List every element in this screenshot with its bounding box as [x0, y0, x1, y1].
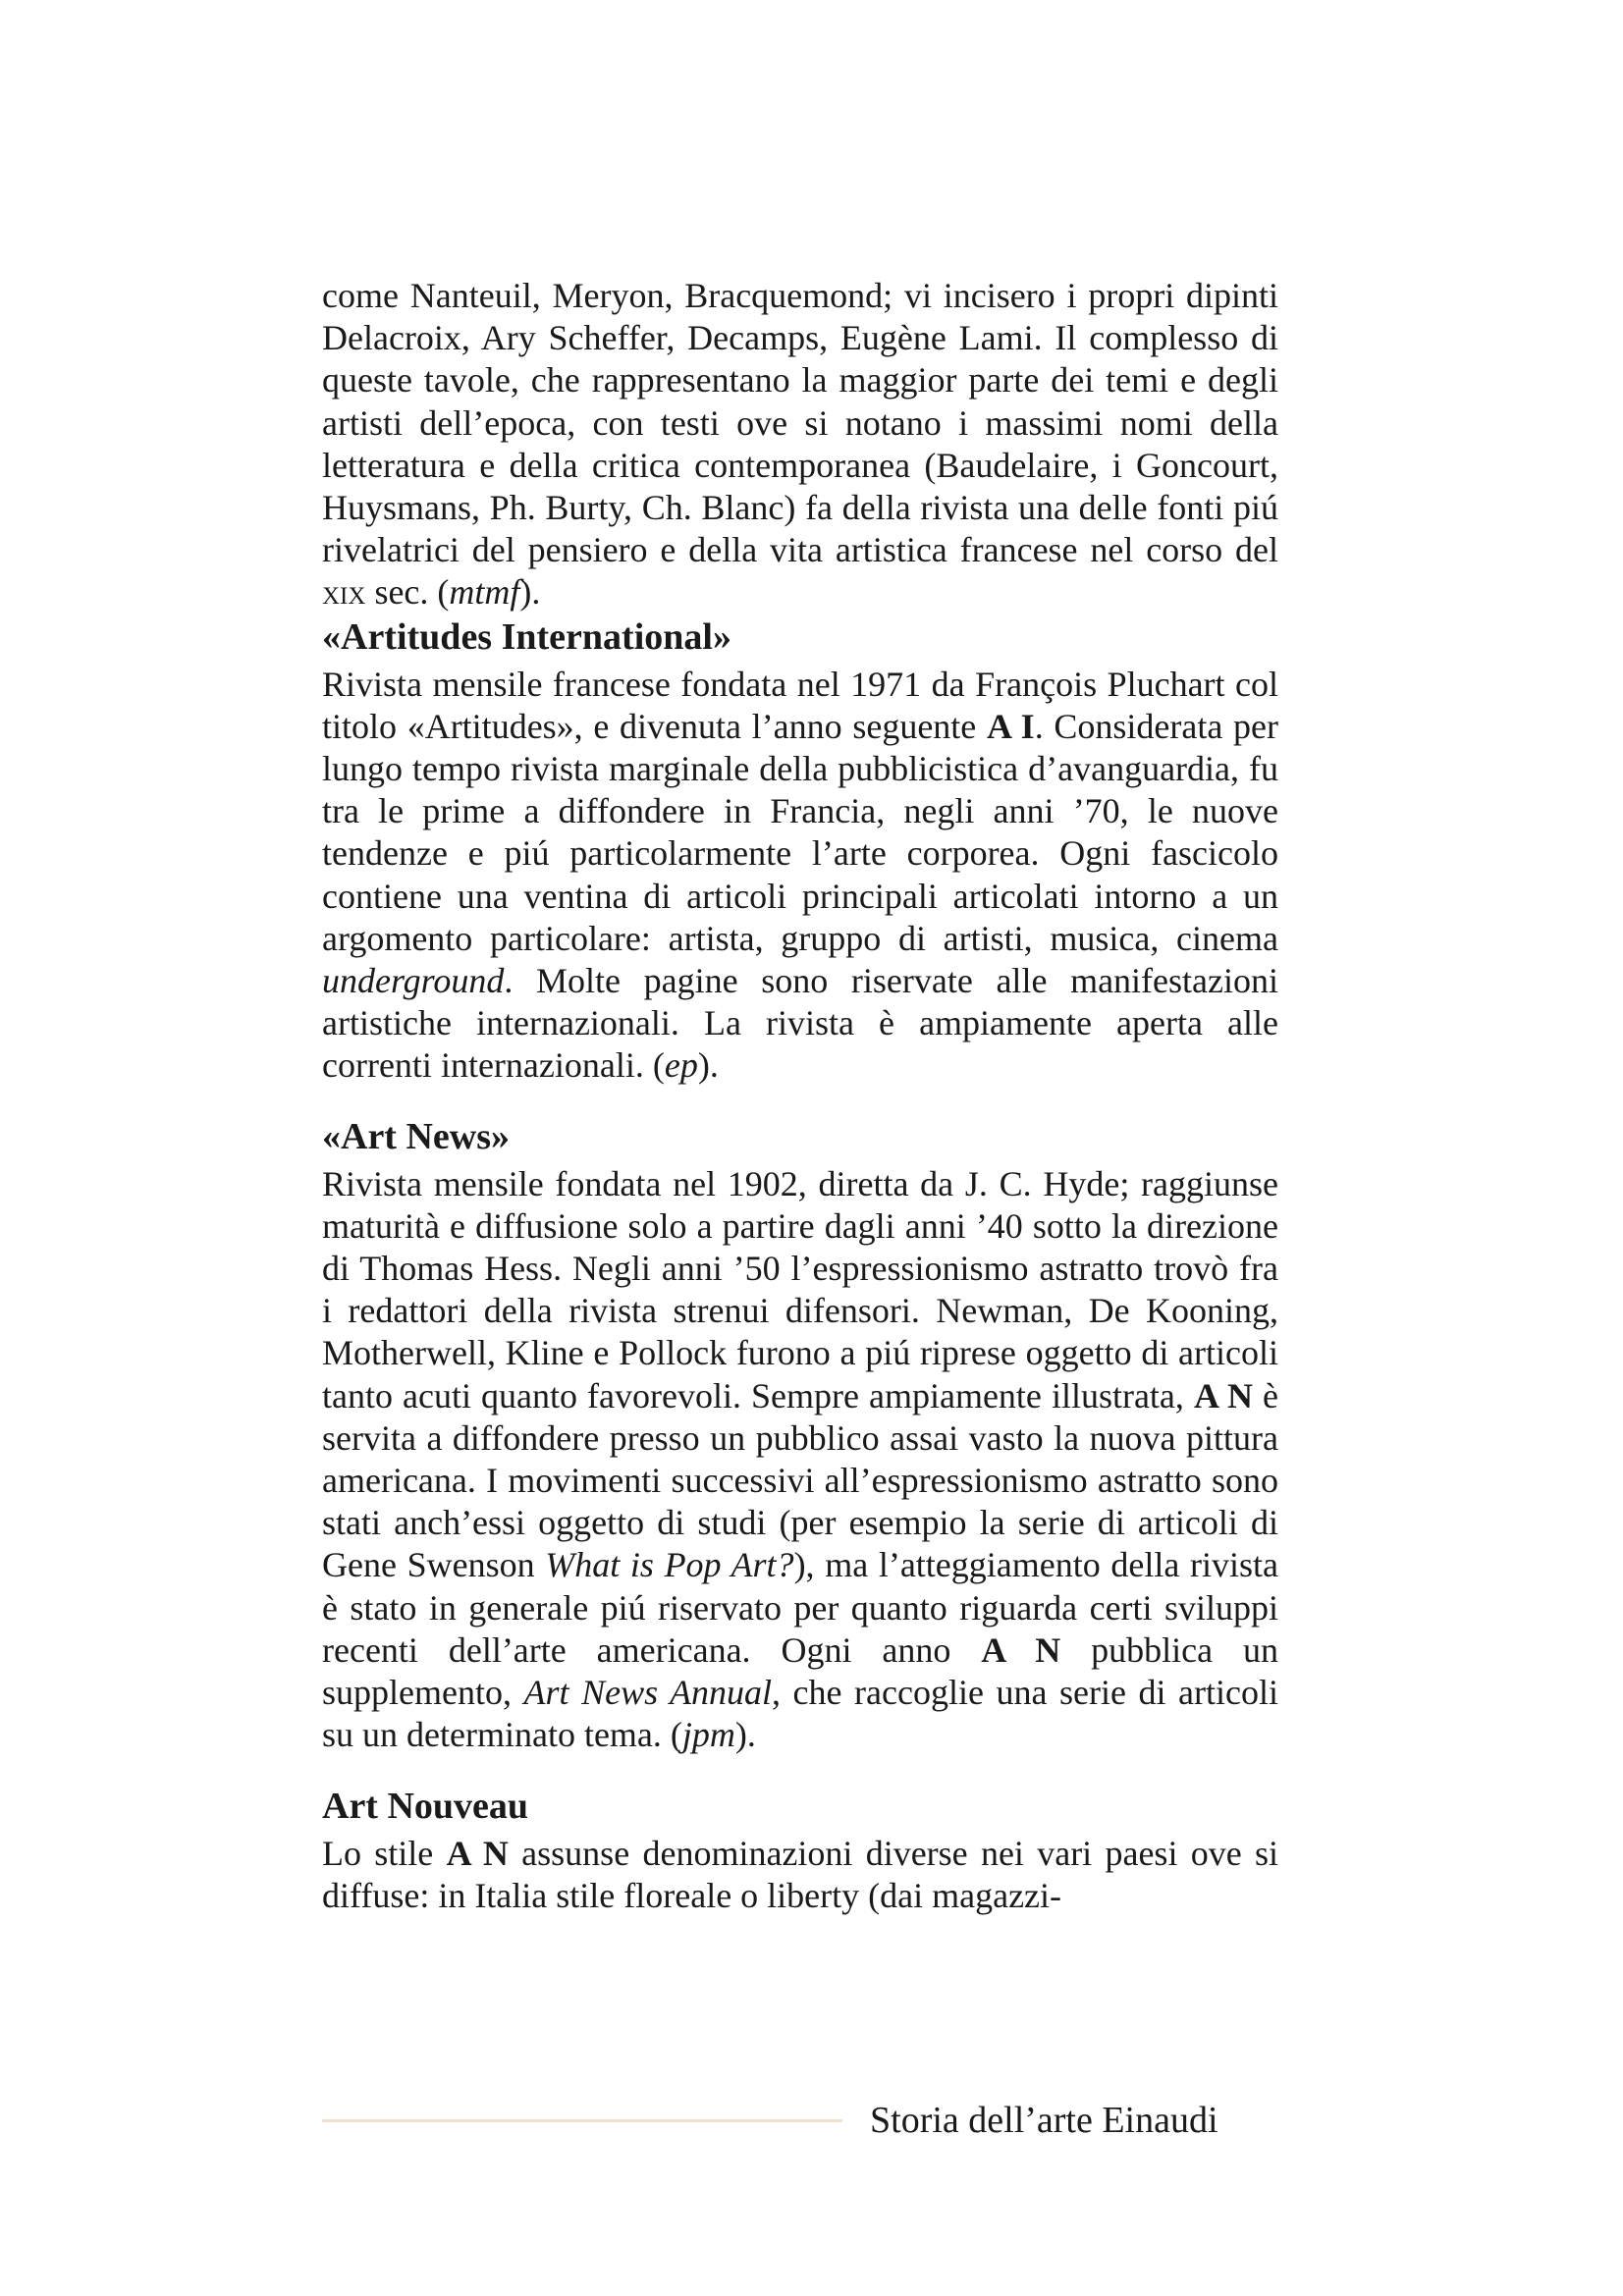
- text-run: è servita a diffondere presso un pubblico assai vasto la nuova pittura americana. I movimenti successivi all’espressionismo astratto sono stati anch’essi oggetto di studi (per esempio la serie di articoli di Gene Swenson: [322, 1375, 1278, 1585]
- bold-run: A N: [1193, 1375, 1253, 1415]
- bold-run: A N: [446, 1833, 509, 1873]
- entry-text-artitudes: [322, 664, 1278, 1088]
- bold-run: A N: [981, 1629, 1061, 1670]
- text-run: pubblica un supplemento,: [322, 1629, 1278, 1713]
- text-run: Lo stile: [322, 1833, 447, 1873]
- text-run: ).: [734, 1715, 756, 1755]
- text-run: Rivista mensile francese fondata nel 1971 da François Pluchart col titolo «Artitudes», e divenuta l’anno seguente: [322, 664, 1278, 746]
- italic-run: Art News Annual: [523, 1673, 772, 1713]
- page-footer: [322, 2096, 1278, 2145]
- italic-run: ep: [664, 1045, 698, 1086]
- entry-heading-art-nouveau: Art Nouveau: [322, 1785, 529, 1827]
- entry-text-art-news: [322, 1163, 1278, 1757]
- entry-text-art-nouveau: [322, 1833, 1278, 1917]
- footer-publication-title: Storia dell’arte Einaudi: [870, 2100, 1218, 2141]
- small-caps-run: xix: [322, 572, 366, 613]
- text-run: come Nanteuil, Meryon, Bracquemond; vi incisero i propri dipinti Delacroix, Ary Scheffer, Decamps, Eugène Lami. Il complesso di queste tavole, che rappresentano la maggior parte dei temi e degli artisti dell’epoca, con testi ove si notano i massimi nomi della letteratura e della critica contemporanea (Baudelaire, i Goncourt, Huysmans, Ph. Burty, Ch. Blanc) fa della rivista una delle fonti piú rivelatrici del pensiero e della vita artistica francese nel corso del: [322, 276, 1278, 570]
- italic-run: jpm: [681, 1715, 735, 1755]
- entry-heading-art-news: «Art News»: [322, 1115, 511, 1157]
- italic-run: mtmf: [449, 572, 520, 613]
- text-run: . Considerata per lungo tempo rivista marginale della pubblicistica d’avanguardia, fu tra le prime a diffondere in Francia, negli anni ’70, le nuove tendenze e piú particolarmente l’arte corporea. Ogni fascicolo contiene una ventina di articoli principali articolati intorno a un argomento particolare: artista, gruppo di artisti, musica, cinema: [322, 706, 1278, 958]
- text-run: ), ma l’atteggiamento della rivista è stato in generale piú riservato per quanto riguarda certi sviluppi recenti dell’arte americana. Ogni anno: [322, 1545, 1278, 1670]
- text-run: Rivista mensile fondata nel 1902, diretta da J. C. Hyde; raggiunse maturità e diffusione solo a partire dagli anni ’40 sotto la direzione di Thomas Hess. Negli anni ’50 l’espressionismo astratto trovò fra i redattori della rivista strenui difensori. Newman, De Kooning, Motherwell, Kline e Pollock furono a piú riprese oggetto di articoli tanto acuti quanto favorevoli. Sempre ampiamente illustrata,: [322, 1163, 1278, 1415]
- bold-run: A I: [986, 706, 1035, 746]
- text-run: ).: [697, 1045, 719, 1086]
- text-run: assunse denominazioni diverse nei vari paesi ove si diffuse: in Italia stile floreale o liberty (dai magazzi-: [322, 1833, 1279, 1915]
- text-run: ).: [519, 572, 541, 613]
- italic-run: underground: [322, 961, 505, 1001]
- entry-heading-artitudes: «Artitudes International»: [322, 615, 731, 658]
- page-body: [322, 275, 1278, 1917]
- footer-rule: [322, 2119, 842, 2122]
- entry-continuation-text: [322, 275, 1278, 614]
- text-run: sec. (: [365, 572, 450, 613]
- italic-run: What is Pop Art?: [545, 1545, 794, 1585]
- text-run: . Molte pagine sono riservate alle manifestazioni artistiche internazionali. La rivista è ampiamente aperta alle correnti internazionali. (: [322, 961, 1278, 1086]
- text-run: , che raccoglie una serie di articoli su un determinato tema. (: [322, 1673, 1278, 1755]
